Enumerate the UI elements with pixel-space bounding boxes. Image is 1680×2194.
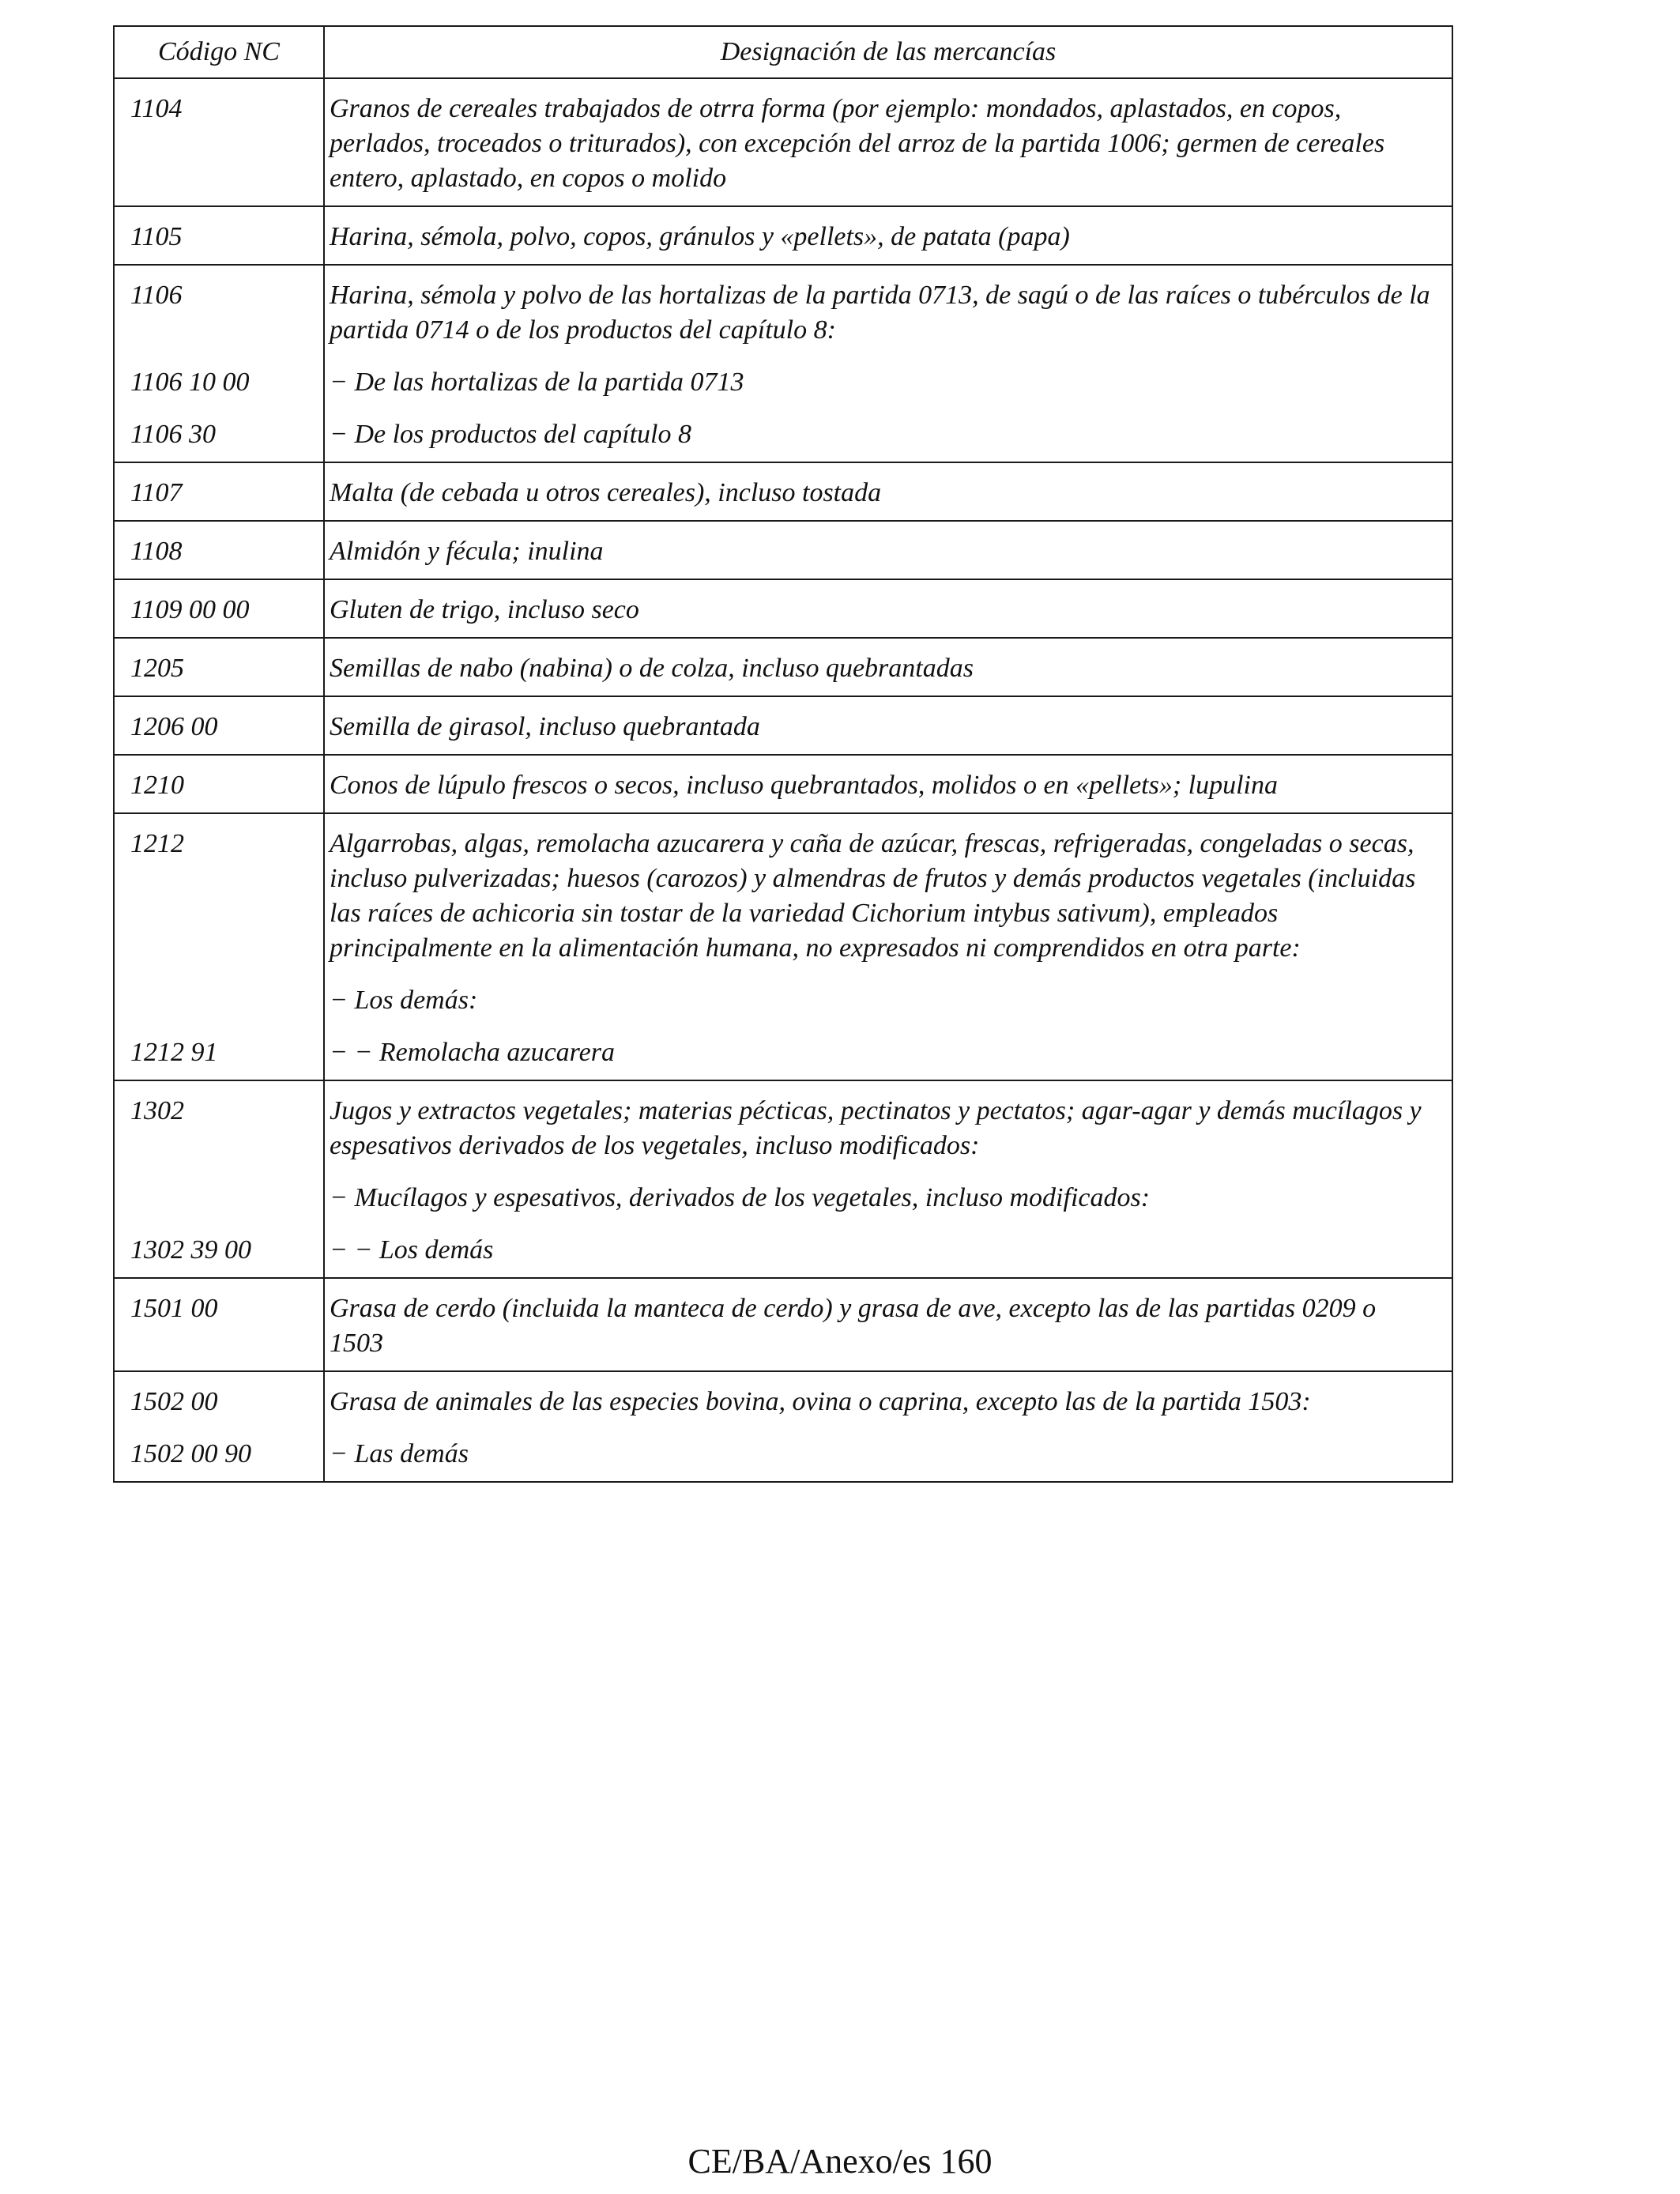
nc-code: 1210 (130, 771, 184, 800)
goods-designation: Jugos y extractos vegetales; materias pécticas, pectinatos y pectatos; agar-agar y demás mucílagos y espesativos derivados de los vegetales, incluso modificados: (330, 1096, 1422, 1160)
table-row-cell (114, 1278, 1452, 1371)
column-divider (323, 207, 325, 264)
nc-code: 1302 (130, 1096, 184, 1125)
nc-code: 1502 00 (130, 1387, 218, 1416)
table-row (114, 579, 1452, 638)
table-row (114, 206, 1452, 265)
goods-table (113, 25, 1453, 1483)
row-line (115, 710, 1452, 745)
row-line (115, 92, 1452, 196)
nc-code: 1108 (130, 537, 183, 566)
page-footer: CE/BA/Anexo/es 160 (687, 2142, 993, 2181)
row-line (115, 651, 1452, 686)
goods-designation: − Mucílagos y espesativos, derivados de los vegetales, incluso modificados: (330, 1183, 1151, 1212)
column-divider (323, 639, 325, 696)
table-row-cell (114, 696, 1452, 755)
table-body (114, 78, 1452, 1482)
row-line (115, 476, 1452, 511)
table-row-cell (114, 78, 1452, 206)
row-line (115, 768, 1452, 803)
row-line (115, 1291, 1452, 1361)
table-row-cell (114, 462, 1452, 521)
table-row (114, 1371, 1452, 1482)
goods-designation: Harina, sémola, polvo, copos, gránulos y «pellets», de patata (papa) (330, 222, 1070, 251)
goods-designation: − De los productos del capítulo 8 (330, 420, 691, 449)
row-line (115, 220, 1452, 254)
table-row-cell (114, 265, 1452, 462)
table-row (114, 755, 1452, 813)
row-line (115, 983, 1452, 1018)
column-divider (323, 814, 325, 1080)
table-row-cell (114, 813, 1452, 1080)
column-divider (323, 580, 325, 637)
nc-code: 1109 00 00 (130, 595, 250, 624)
row-line (115, 278, 1452, 348)
row-line (115, 1437, 1452, 1472)
nc-code: 1106 (130, 281, 183, 310)
table-row-cell (114, 755, 1452, 813)
table-row (114, 462, 1452, 521)
table-row (114, 1278, 1452, 1371)
goods-designation: Grasa de cerdo (incluida la manteca de cerdo) y grasa de ave, excepto las de las partidas 0209 o 1503 (330, 1294, 1377, 1358)
table-row (114, 696, 1452, 755)
table-row (114, 265, 1452, 462)
goods-designation: Semilla de girasol, incluso quebrantada (330, 712, 760, 741)
column-divider (323, 1081, 325, 1277)
goods-designation: Algarrobas, algas, remolacha azucarera y caña de azúcar, frescas, refrigeradas, congeladas o secas, incluso pulverizadas; huesos (carozos) y almendras de frutos y demás productos vegetales (incluidas las raíces de achicoria sin tostar de la variedad Cichorium intybus sativum), empleados principalmente en la alimentación humana, no expresados ni comprendidos en otra parte: (330, 829, 1416, 963)
column-divider (323, 522, 325, 579)
nc-code: 1501 00 (130, 1294, 218, 1323)
column-divider (323, 1279, 325, 1370)
table-row-cell (114, 1080, 1452, 1278)
goods-designation: Harina, sémola y polvo de las hortalizas de la partida 0713, de sagú o de las raíces o tubérculos de la partida 0714 o de los productos del capítulo 8: (330, 281, 1430, 345)
nc-code: 1107 (130, 478, 183, 507)
row-line (115, 1385, 1452, 1419)
nc-code: 1205 (130, 654, 184, 683)
table-row-cell (114, 521, 1452, 579)
column-divider (323, 266, 325, 462)
header-designation: Designación de las mercancías (324, 26, 1452, 78)
row-line (115, 1035, 1452, 1070)
goods-designation: − De las hortalizas de la partida 0713 (330, 368, 744, 397)
goods-designation: Granos de cereales trabajados de otrra forma (por ejemplo: mondados, aplastados, en copos, perlados, troceados o triturados), con excepción del arroz de la partida 1006; germen de cereales entero, aplastado, en copos o molido (330, 94, 1385, 193)
nc-code: 1106 10 00 (130, 368, 250, 397)
column-divider (323, 463, 325, 520)
nc-code: 1106 30 (130, 420, 216, 449)
nc-code: 1206 00 (130, 712, 218, 741)
goods-designation: − Los demás: (330, 986, 478, 1015)
nc-code: 1104 (130, 94, 183, 123)
row-line (115, 827, 1452, 966)
row-line (115, 1233, 1452, 1268)
goods-designation: Grasa de animales de las especies bovina, ovina o caprina, excepto las de la partida 1503: (330, 1387, 1311, 1416)
table-header-row (114, 26, 1452, 78)
table-row-cell (114, 206, 1452, 265)
goods-designation: − − Los demás (330, 1235, 494, 1265)
table-row (114, 1080, 1452, 1278)
column-divider (323, 756, 325, 812)
header-code: Código NC (114, 26, 324, 78)
table-row-cell (114, 1371, 1452, 1482)
goods-designation: Almidón y fécula; inulina (330, 537, 604, 566)
column-divider (323, 1372, 325, 1481)
table-row (114, 78, 1452, 206)
column-divider (323, 79, 325, 205)
row-line (115, 365, 1452, 400)
goods-designation: − Las demás (330, 1439, 469, 1468)
column-divider (323, 697, 325, 754)
nc-code: 1212 91 (130, 1038, 218, 1067)
table-row (114, 813, 1452, 1080)
table-row (114, 638, 1452, 696)
row-line (115, 593, 1452, 628)
row-line (115, 1094, 1452, 1163)
goods-designation: − − Remolacha azucarera (330, 1038, 615, 1067)
goods-designation: Malta (de cebada u otros cereales), incluso tostada (330, 478, 882, 507)
goods-designation: Semillas de nabo (nabina) o de colza, incluso quebrantadas (330, 654, 974, 683)
row-line (115, 417, 1452, 452)
table-row-cell (114, 638, 1452, 696)
row-line (115, 1181, 1452, 1216)
table-row-cell (114, 579, 1452, 638)
goods-designation: Gluten de trigo, incluso seco (330, 595, 639, 624)
row-line (115, 534, 1452, 569)
goods-designation: Conos de lúpulo frescos o secos, incluso quebrantados, molidos o en «pellets»; lupulina (330, 771, 1278, 800)
nc-code: 1302 39 00 (130, 1235, 251, 1265)
table-row (114, 521, 1452, 579)
nc-code: 1105 (130, 222, 183, 251)
nc-code: 1502 00 90 (130, 1439, 251, 1468)
nc-code: 1212 (130, 829, 184, 858)
